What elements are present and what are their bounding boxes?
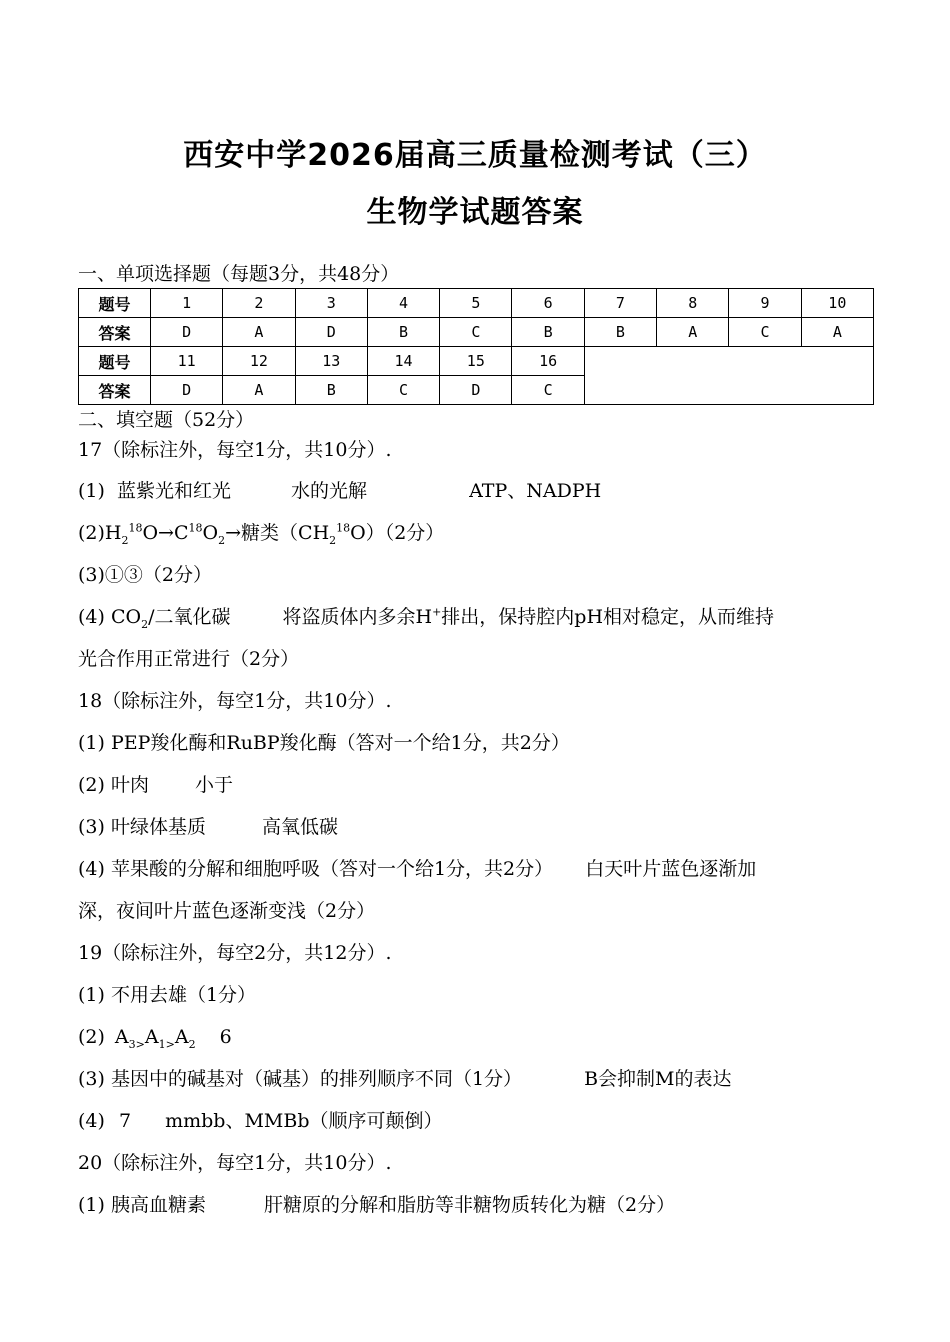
q17-answer-3: (3)①③（2分） [78, 564, 213, 586]
q18-answer-3 [78, 815, 338, 839]
row-label-answer: 答案 [79, 376, 151, 405]
answer-cell: A [801, 318, 873, 347]
subscript: 2 [121, 533, 129, 547]
table-row [79, 347, 874, 376]
q18-answer-4-continued: 深，夜间叶片蓝色逐渐变浅（2分） [78, 900, 376, 922]
subscript: 3> [128, 1037, 145, 1051]
answer-cell: B [367, 318, 439, 347]
answer-cell: D [440, 376, 512, 405]
superscript: 18 [128, 521, 143, 535]
question-number: 8 [657, 289, 729, 318]
question-number: 13 [295, 347, 367, 376]
q18-answer-2 [78, 773, 233, 797]
answer-text: O）（2分） [350, 522, 445, 544]
answer-cell: D [295, 318, 367, 347]
q19-answer-1: (1) 不用去雄（1分） [78, 984, 257, 1006]
answer-text: 水的光解 [291, 480, 368, 502]
answer-cell: A [657, 318, 729, 347]
answer-text: O [202, 522, 219, 544]
answer-text: (3) 基因中的碱基对（碱基）的排列顺序不同（1分） [78, 1068, 523, 1090]
answer-text: B会抑制M的表达 [584, 1068, 732, 1090]
answer-text: (4) 苹果酸的分解和细胞呼吸（答对一个给1分，共2分） [78, 858, 554, 880]
answer-text: 将盗质体内多余H [282, 606, 433, 628]
q17-answer-1 [78, 479, 601, 503]
question-number: 2 [223, 289, 295, 318]
question-number: 14 [367, 347, 439, 376]
question-number: 12 [223, 347, 295, 376]
answer-text: 肝糖原的分解和脂肪等非糖物质转化为糖（2分） [264, 1194, 676, 1216]
q17-answer-4 [78, 605, 774, 629]
answer-cell: A [223, 318, 295, 347]
answer-text: A [144, 1026, 159, 1048]
q19-answer-3 [78, 1067, 732, 1091]
question-number: 15 [440, 347, 512, 376]
subscript: 2 [329, 533, 337, 547]
answer-text: mmbb、MMBb（顺序可颠倒） [165, 1110, 443, 1132]
answer-cell: D [151, 376, 223, 405]
answer-text: (2)H [78, 522, 122, 544]
page-title: 西安中学2026届高三质量检测考试（三） [183, 138, 767, 173]
q19-header: 19（除标注外，每空2分，共12分）. [78, 942, 392, 964]
answer-text: (1) 胰高血糖素 [78, 1194, 206, 1216]
answer-cell: B [295, 376, 367, 405]
subscript: 2 [218, 533, 226, 547]
answer-text: A [174, 1026, 189, 1048]
answer-text: 6 [219, 1026, 232, 1048]
answer-cell: C [440, 318, 512, 347]
question-number: 7 [584, 289, 656, 318]
answer-text: (3) 叶绿体基质 [78, 816, 206, 838]
answer-label: (4) [78, 1110, 105, 1132]
q19-answer-4 [78, 1109, 443, 1133]
answer-cell: C [367, 376, 439, 405]
answer-cell: A [223, 376, 295, 405]
answer-text: /二氧化碳 [148, 606, 231, 628]
answer-text: ATP、NADPH [469, 480, 602, 502]
q18-header: 18（除标注外，每空1分，共10分）. [78, 690, 392, 712]
answer-text: 7 [118, 1110, 132, 1132]
answer-text: (2) 叶肉 [78, 774, 149, 796]
q18-answer-1: (1) PEP羧化酶和RuBP羧化酶（答对一个给1分，共2分） [78, 732, 570, 754]
answer-text: (4) CO [78, 606, 142, 628]
q17-answer-2 [78, 521, 444, 545]
answer-text: 蓝紫光和红光 [116, 480, 231, 502]
row-label-answer: 答案 [79, 318, 151, 347]
q18-answer-4 [78, 857, 756, 881]
q17-answer-4-continued: 光合作用正常进行（2分） [78, 648, 300, 670]
subscript: 2 [188, 1037, 196, 1051]
section1-heading: 一、单项选择题（每题3分，共48分） [78, 263, 400, 285]
question-number: 1 [151, 289, 223, 318]
question-number: 10 [801, 289, 873, 318]
question-number: 3 [295, 289, 367, 318]
answer-label: (1) [78, 480, 105, 502]
answer-cell: C [512, 376, 584, 405]
answer-cell: B [584, 318, 656, 347]
superscript: 18 [336, 521, 351, 535]
question-number: 6 [512, 289, 584, 318]
answer-cell: C [729, 318, 801, 347]
row-label-question: 题号 [79, 289, 151, 318]
answer-cell: D [151, 318, 223, 347]
answer-table [78, 288, 874, 405]
question-number: 16 [512, 347, 584, 376]
superscript: + [432, 605, 442, 619]
answer-text: 白天叶片蓝色逐渐加 [585, 858, 757, 880]
page-subtitle: 生物学试题答案 [366, 195, 584, 230]
row-label-question: 题号 [79, 347, 151, 376]
q17-header: 17（除标注外，每空1分，共10分）. [78, 439, 392, 461]
answer-text: O→C [142, 522, 189, 544]
answer-cell: B [512, 318, 584, 347]
superscript: 18 [188, 521, 203, 535]
answer-text: A [114, 1026, 129, 1048]
answer-label: (2) [78, 1026, 105, 1048]
answer-text: →糖类（CH [225, 522, 330, 544]
table-row [79, 318, 874, 347]
q19-answer-2 [78, 1025, 232, 1049]
question-number: 4 [367, 289, 439, 318]
answer-text: 排出，保持腔内pH相对稳定，从而维持 [441, 606, 775, 628]
question-number: 5 [440, 289, 512, 318]
q20-answer-1 [78, 1193, 675, 1217]
subscript: 2 [141, 617, 149, 631]
answer-text: 高氧低碳 [262, 816, 339, 838]
section2-heading: 二、填空题（52分） [78, 409, 255, 431]
empty-cell [584, 347, 873, 405]
table-row [79, 289, 874, 318]
q20-header: 20（除标注外，每空1分，共10分）. [78, 1152, 392, 1174]
question-number: 11 [151, 347, 223, 376]
answer-text: 小于 [195, 774, 234, 796]
subscript: 1> [158, 1037, 175, 1051]
question-number: 9 [729, 289, 801, 318]
